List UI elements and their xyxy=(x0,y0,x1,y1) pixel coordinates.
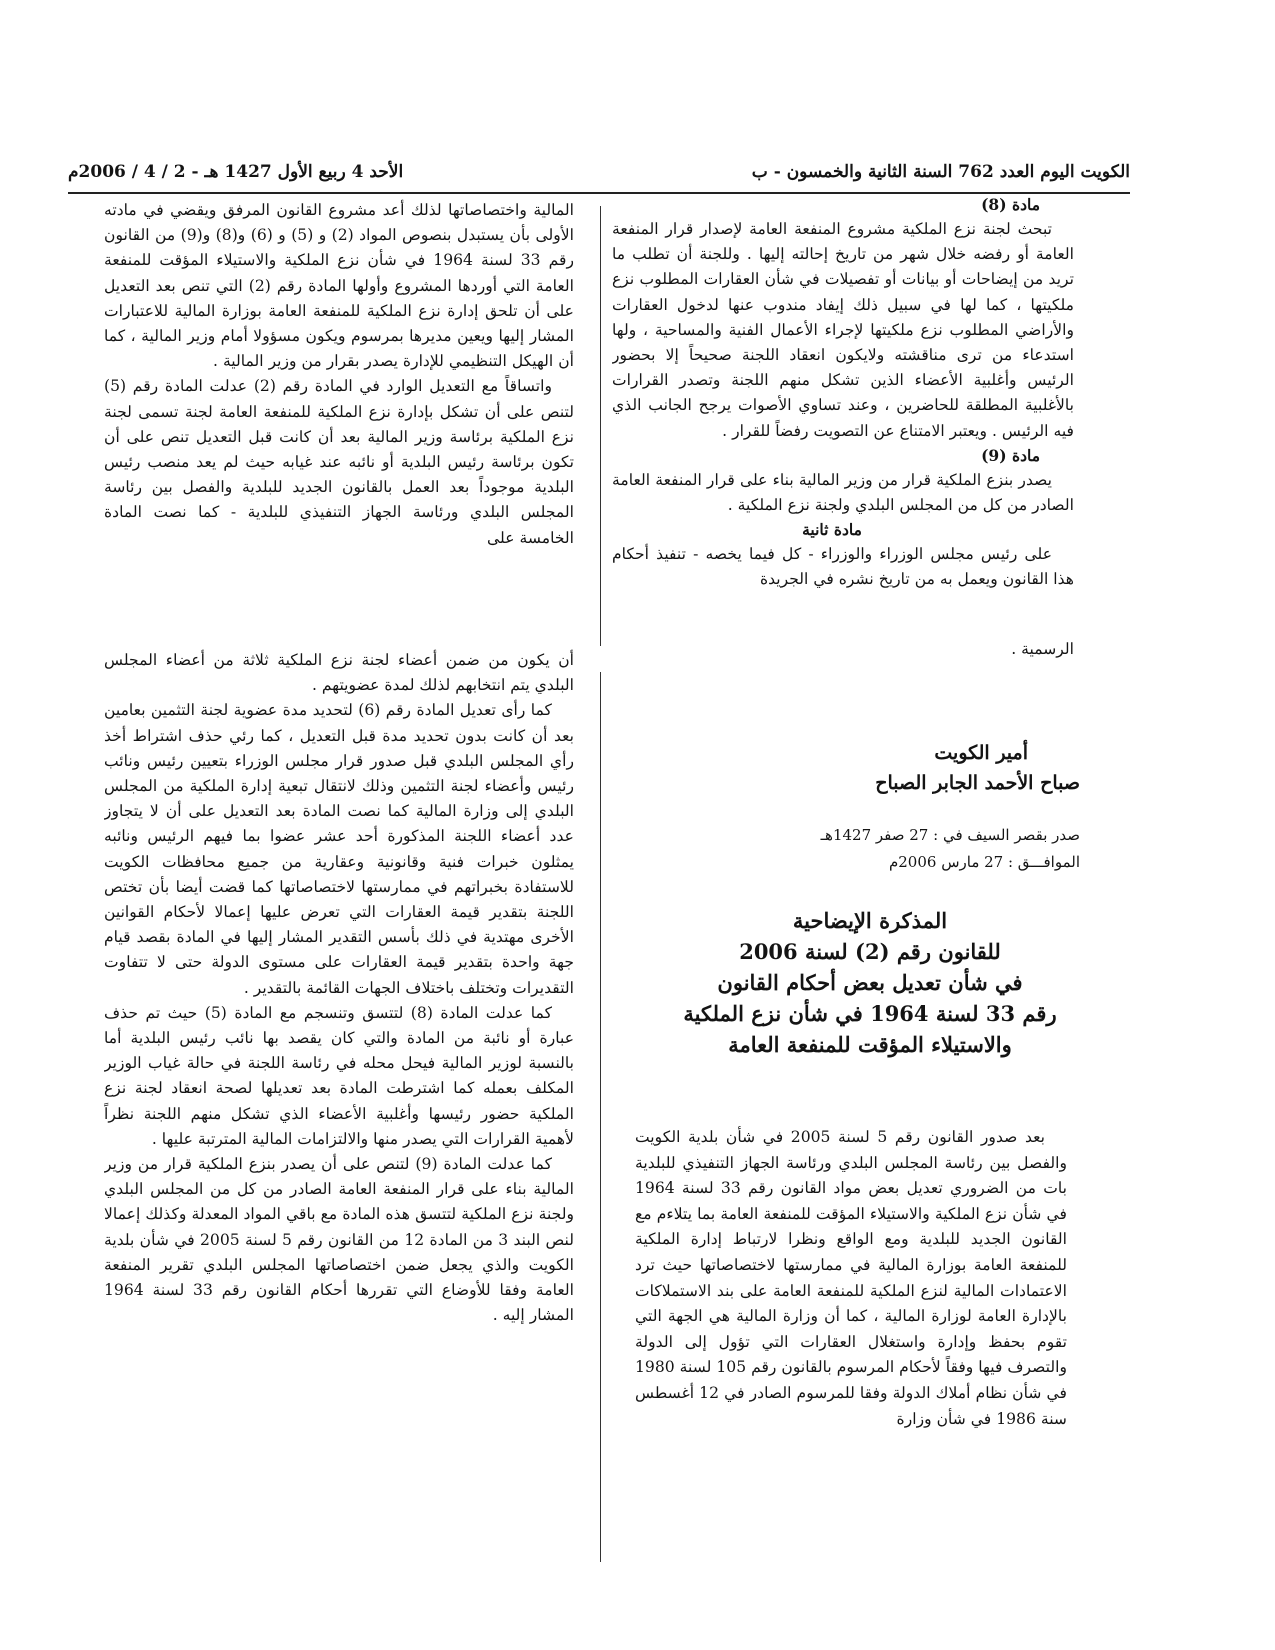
memo-title-line: المذكرة الإيضاحية xyxy=(792,908,948,933)
article-9-text: يصدر بنزع الملكية قرار من وزير المالية بناء على قرار المنفعة العامة الصادر من كل من المجلس البلدي ولجنة نزع الملكية . xyxy=(612,470,1074,515)
left-bottom-paragraph: كما رأى تعديل المادة رقم (6) لتحديد مدة عضوية لجنة التثمين بعامين بعد أن كانت بدون تحديد مدة قبل التعديل ، كما رئي حذف اشتراط أخذ رأي المجلس البلدي قبل صدور قرار مجلس الوزراء بتعيين رئيس ونائب رئيس وأعضاء لجنة التثمين وذلك لانتقال تبعية إدارة الملكية من المجلس البلدي إلى وزارة المالية كما نصت المادة بعد التعديل على أن لا يتجاوز عدد أعضاء اللجنة المذكورة أحد عشر عضوا بما فيهم الرئيس ونائبه يمثلون خبرات فنية وقانونية وعقارية من جميع محافظات الكويت للاستفادة بخبراتهم في ممارستها لاختصاصاتها كما قضت أيضا بأن تختص اللجنة بتقدير قيمة العقارات التي تعرض عليها إعمالا لأحكام القوانين الأخرى مهتدية في ذلك بأسس التقدير المشار إليها في المادة بقصد قيام جهة واحدة بتقدير قيمة العقارات على مستوى الدولة حتى لا تتفاوت التقديرات وتختلف باختلاف الجهات القائمة بالتقدير . xyxy=(104,701,574,997)
issued-date-hijri: صدر بقصر السيف في : 27 صفر 1427هـ xyxy=(820,826,1080,844)
memo-body xyxy=(635,1125,1067,1565)
left-top-paragraph: واتساقاً مع التعديل الوارد في المادة رقم (2) عدلت المادة رقم (5) لتنص على أن تشكل بإدارة نزع الملكية للمنفعة العامة لجنة تسمى لجنة نزع الملكية برئاسة وزير المالية بعد أن كانت قبل التعديل تنص على أن تكون برئاسة رئيس البلدية أو نائبه عند غيابه حيث لم يعد منصب رئيس البلدية موجوداً بعد العمل بالقانون الجديد للبلدية والفصل بين رئاسة المجلس البلدي ورئاسة الجهاز التنفيذي للبلدية - كما نصت المادة الخامسة على xyxy=(104,377,574,547)
left-column-bottom xyxy=(104,648,574,1548)
left-bottom-paragraph: كما عدلت المادة (8) لتتسق وتنسجم مع المادة (5) حيث تم حذف عبارة أو نائبة من المادة والتي كان يقصد بها نائب رئيس البلدية أما بالنسبة لوزير المالية فيحل محله في رئاسة اللجنة في حالة غياب الوزير المكلف بعمله كما اشترطت المادة بعد تعديلها لصحة انعقاد لجنة نزع الملكية حضور رئيسها وأغلبية الأعضاء الذي تشكل منهم اللجنة نظراً لأهمية القرارات التي يصدر منها والالتزامات المالية المترتبة عليها . xyxy=(104,1003,574,1148)
left-bottom-paragraph: كما عدلت المادة (9) لتنص على أن يصدر بنزع الملكية قرار من وزير المالية بناء على قرار المنفعة العامة الصادر من كل من المجلس البلدي ولجنة نزع الملكية لتتسق هذه المادة مع باقي المواد المعدلة وكذلك إعمالا لنص البند 3 من المادة 12 من القانون رقم 5 لسنة 2005 في شأن بلدية الكويت والذي يجعل ضمن اختصاصاتها المجلس البلدي تقرير المنفعة العامة وفقا للأوضاع التي تقررها أحكام القانون رقم 33 لسنة 1964 المشار إليه . xyxy=(104,1155,574,1325)
issued-date-gregorian: الموافـــق : 27 مارس 2006م xyxy=(888,853,1080,871)
memo-title xyxy=(620,905,1120,1060)
memo-title-line: للقانون رقم (2) لسنة 2006 xyxy=(739,939,1001,964)
header-date: الأحد 4 ربيع الأول 1427 هـ - 2 / 4 / 2006م xyxy=(68,162,404,182)
issued-block xyxy=(660,822,1080,876)
memo-title-line: في شأن تعديل بعض أحكام القانون xyxy=(717,970,1023,995)
header-issue: الكويت اليوم العدد 762 السنة الثانية والخمسون - ب xyxy=(751,162,1130,182)
signature-name: صباح الأحمد الجابر الصباح xyxy=(875,772,1080,794)
memo-title-line: رقم 33 لسنة 1964 في شأن نزع الملكية xyxy=(683,1001,1057,1026)
article-8-heading: مادة (8) xyxy=(981,195,1040,214)
memo-body-text: بعد صدور القانون رقم 5 لسنة 2005 في شأن بلدية الكويت والفصل بين رئاسة المجلس البلدي ورئاسة الجهاز التنفيذي للبلدية بات من الضروري تعديل بعض مواد القانون رقم 33 لسنة 1964 في شأن نزع الملكية والاستيلاء المؤقت للمنفعة العامة بما يتلاءم مع القانون الجديد للبلدية ومع الواقع ونظرا لارتباط إدارة الملكية للمنفعة العامة بوزارة المالية في ممارستها لاختصاصاتها حيث ترد الاعتمادات المالية لنزع الملكية للمنفعة العامة على بند الاستملاكات بالإدارة العامة لوزارة المالية ، كما أن وزارة المالية هي الجهة التي تقوم بحفظ وإدارة واستغلال العقارات التي تؤول إلى الدولة والتصرف فيها وفقاً لأحكام المرسوم بالقانون رقم 105 لسنة 1980 في شأن نظام أملاك الدولة وفقا للمرسوم الصادر في 12 أغسطس سنة 1986 في شأن وزارة xyxy=(635,1128,1067,1428)
second-article-heading: مادة ثانية xyxy=(802,520,862,540)
column-divider xyxy=(600,206,601,646)
page-header xyxy=(68,160,1130,194)
article-9-heading: مادة (9) xyxy=(981,445,1040,465)
second-article-text-end: الرسمية . xyxy=(1011,639,1074,658)
left-column-top xyxy=(104,198,574,628)
second-article-text: على رئيس مجلس الوزراء والوزراء - كل فيما يخصه - تنفيذ أحكام هذا القانون ويعمل به من تاريخ نشره في الجريدة xyxy=(612,545,1074,589)
article-8-text: تبحث لجنة نزع الملكية مشروع المنفعة العامة لإصدار قرار المنفعة العامة أو رفضه خلال شهر من تاريخ إحالته إليها . وللجنة أن تطلب ما تريد من إيضاحات أو بيانات أو تفصيلات في شأن العقارات المطلوب نزع ملكيتها ، كما لها في سبيل ذلك إيفاد مندوب عنها لدخول العقارات والأراضي المطلوب نزع ملكيتها لإجراء الأعمال الفنية والمساحية ، ولها استدعاء من ترى مناقشته ولايكون انعقاد اللجنة صحيحاً إلا بحضور الرئيس وأغلبية الأعضاء الذين تشكل منهم اللجنة وتصدر القرارات بالأغلبية المطلقة للحاضرين ، وعند تساوي الأصوات يرجح الجانب الذي فيه الرئيس . ويعتبر الامتناع عن التصويت رفضاً للقرار . xyxy=(612,220,1074,440)
signature-block xyxy=(660,738,1080,798)
left-top-paragraph: المالية واختصاصاتها لذلك أعد مشروع القانون المرفق ويقضي في مادته الأولى بأن يستبدل بنصوص المواد (2) و (5) و (6) و(8) و(9) من القانون رقم 33 لسنة 1964 في شأن نزع الملكية والاستيلاء المؤقت للمنفعة العامة التي أوردها المشروع وأولها المادة رقم (2) التي تنص بعد التعديل على أن تلحق إدارة نزع الملكية للمنفعة العامة بوزارة المالية للاعتبارات المشار إليها ويعين مديرها بمرسوم ويكون مسؤولا أمام وزير المالية ، كما أن الهيكل التنظيمي للإدارة يصدر بقرار من وزير المالية . xyxy=(104,201,574,371)
signature-title: أمير الكويت xyxy=(934,742,1028,764)
left-bottom-paragraph: أن يكون من ضمن أعضاء لجنة نزع الملكية ثلاثة من أعضاء المجلس البلدي يتم انتخابهم لذلك لمدة عضويتهم . xyxy=(104,651,574,695)
memo-title-line: والاستيلاء المؤقت للمنفعة العامة xyxy=(728,1032,1012,1057)
column-divider xyxy=(600,672,601,1562)
right-column xyxy=(612,193,1074,733)
